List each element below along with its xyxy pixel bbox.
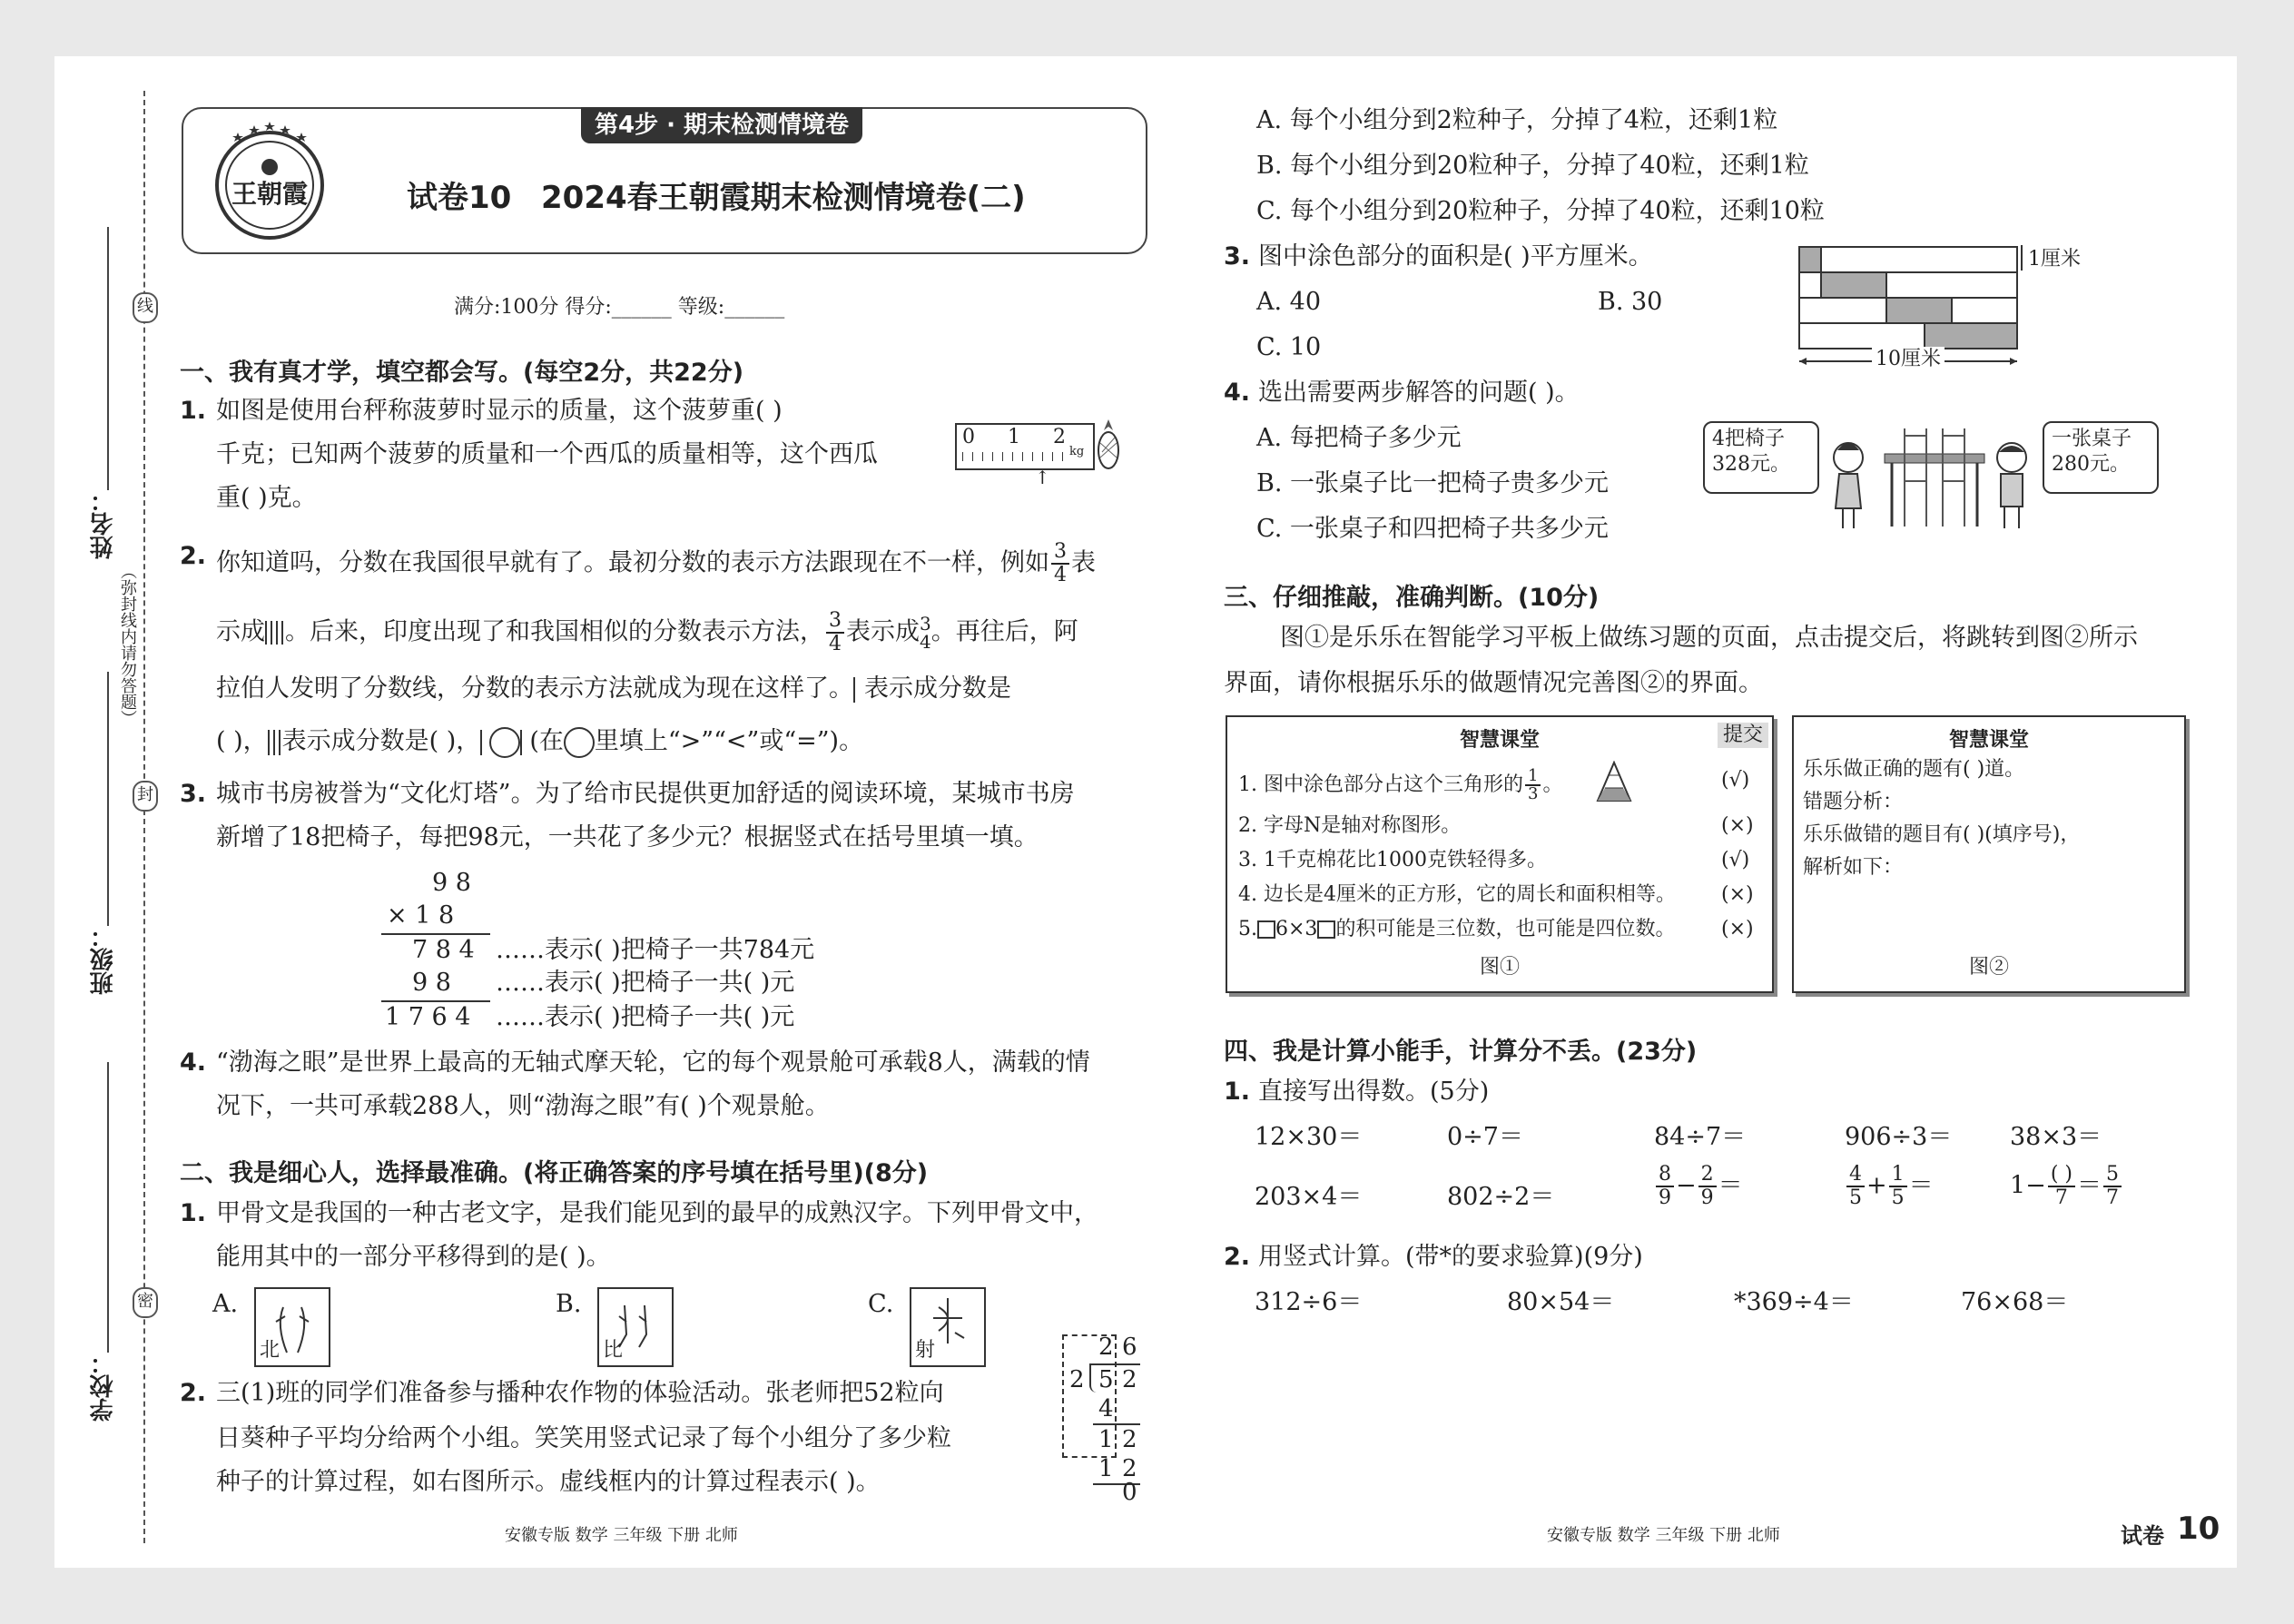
option-a-char: 北 xyxy=(260,1339,281,1362)
panel2-wrong-items[interactable]: 乐乐做错的题目有( )(填序号)， xyxy=(1803,823,2081,846)
s1-q1-line2: 千克；已知两个菠萝的质量和一个西瓜的质量相等，这个西瓜 xyxy=(216,440,878,468)
item1-text: 1. 图中涂色部分占这个三角形的 xyxy=(1238,773,1523,796)
s1-q2-text-j: 里填上“>”“<”或“=”)。 xyxy=(594,727,864,755)
price-bubble-table xyxy=(2043,421,2159,494)
s2-q2-line3: 种子的计算过程，如右图所示。虚线框内的计算过程表示( )。 xyxy=(216,1468,881,1496)
frac-b1 xyxy=(1846,1164,1865,1209)
frac-b2-den: 5 xyxy=(1891,1186,1905,1209)
panel2-caption: 图② xyxy=(1968,956,2009,979)
item4-mark: (×) xyxy=(1721,883,1754,906)
frac-c1-den: 7 xyxy=(2054,1186,2068,1209)
s2-q3-option-b[interactable]: B. 30 xyxy=(1598,288,1663,316)
item-5 xyxy=(1238,917,1675,942)
s1-q4-line1: “渤海之眼”是世界上最高的无轴式摩天轮，它的每个观景舱可承载8人，满载的情 xyxy=(216,1048,1090,1077)
frac-b1-den: 5 xyxy=(1849,1186,1862,1209)
frac-c1-num[interactable]: ( ) xyxy=(2048,1164,2075,1187)
scale-tick-1: 1 xyxy=(1008,426,1020,448)
item1-frac-den: 3 xyxy=(1527,784,1539,803)
frac-a2-num: 2 xyxy=(1698,1164,1717,1187)
item-4: 4. 边长是4厘米的正方形，它的周长和面积相等。 xyxy=(1238,883,1676,906)
square-icon-2 xyxy=(1317,920,1335,939)
s1-q2-line3 xyxy=(216,674,1011,704)
pineapple-icon xyxy=(1095,418,1122,472)
s2-q4-text: 选出需要两步解答的问题( )。 xyxy=(1258,379,1580,407)
item1-fraction xyxy=(1525,768,1541,802)
panel2-error-analysis: 错题分析： xyxy=(1803,791,1904,813)
quotient-tens: 2 xyxy=(1098,1334,1114,1361)
frac-a2 xyxy=(1698,1164,1717,1209)
calc-369div4[interactable]: *369÷4＝ xyxy=(1734,1288,1854,1316)
step2-tens: 1 xyxy=(1098,1426,1114,1453)
fraction-3-4 xyxy=(1051,541,1069,586)
sealed-mark: 密 xyxy=(133,1287,158,1318)
frac-a-op: − xyxy=(1676,1171,1697,1200)
calc-row5-note: ……表示( )把椅子一共( )元 xyxy=(496,1003,795,1031)
indian-num: 3 xyxy=(920,613,931,635)
s1-q2-text-i: (在 xyxy=(529,727,564,755)
s1-q2-text-f: 。再往后，阿 xyxy=(930,617,1078,646)
step2-ones: 2 xyxy=(1122,1426,1137,1453)
option-b-char: 比 xyxy=(603,1339,624,1362)
s1-q1-line1: 如图是使用台秤称菠萝时显示的质量，这个菠萝重( ) xyxy=(216,397,783,425)
s1-q4-line2: 况下，一共可承载288人，则“渤海之眼”有( )个观景舱。 xyxy=(216,1092,830,1120)
item1-text-end: 。 xyxy=(1542,773,1563,796)
scale-display xyxy=(955,423,1095,470)
s2-q2-option-b[interactable]: B. 每个小组分到20粒种子，分掉了40粒，还剩1粒 xyxy=(1256,152,1809,180)
scale-tick-2: 2 xyxy=(1053,426,1066,448)
divisor: 2 xyxy=(1069,1366,1085,1393)
s2-q4-option-a[interactable]: A. 每把椅子多少元 xyxy=(1256,424,1462,452)
dividend-tens: 5 xyxy=(1098,1366,1114,1393)
s1-q2-text-c: 示成 xyxy=(216,617,265,646)
calc-203x4[interactable]: 203×4＝ xyxy=(1255,1183,1363,1211)
scale-tick-0: 0 xyxy=(962,426,975,448)
s1-q2-blank-1[interactable]: ( )， xyxy=(216,727,268,755)
panel2-title: 智慧课堂 xyxy=(1948,729,2029,752)
s1-q2-text-a: 你知道吗，分数在我国很早就有了。最初分数的表示方法跟现在不一样，例如 xyxy=(216,548,1049,577)
frac-a-eq: ＝ xyxy=(1718,1171,1743,1200)
s1-q2-text-g: 拉伯人发明了分数线，分数的表示方法就成为现在这样了。 xyxy=(216,674,853,703)
footer-right: 安徽专版 数学 三年级 下册 北师 xyxy=(1547,1526,1780,1545)
s1-q2-text-d: 。后来，印度出现了和我国相似的分数表示方法， xyxy=(285,617,824,646)
option-b-letter[interactable]: B. xyxy=(556,1290,582,1318)
calc-fraction-c[interactable] xyxy=(2010,1164,2123,1209)
bubble-left-line1: 4把椅子 xyxy=(1712,428,1785,450)
calc-fraction-a[interactable] xyxy=(1654,1164,1743,1209)
square-icon xyxy=(1257,920,1275,939)
rect-width-label: 10厘米 xyxy=(1872,347,1944,372)
shaded-triangle-icon xyxy=(1596,761,1632,802)
rod-numeral-icon-4 xyxy=(480,730,489,755)
footer-paper-label: 试卷 xyxy=(2121,1523,2164,1549)
line-mark: 线 xyxy=(133,292,158,323)
compare-circle[interactable] xyxy=(489,727,520,758)
frac-b-op: + xyxy=(1866,1171,1887,1200)
s1-q2-text-e: 表示成 xyxy=(846,617,920,646)
section2-heading: 二、我是细心人，选择最准确。(将正确答案的序号填在括号里)(8分) xyxy=(180,1159,929,1187)
fraction-den-b: 4 xyxy=(829,633,842,655)
step3-tens: 1 xyxy=(1098,1455,1114,1482)
s1-q2-line1 xyxy=(216,541,1096,586)
frac-a1-num: 8 xyxy=(1656,1164,1674,1187)
calc-84div7[interactable]: 84÷7＝ xyxy=(1654,1123,1747,1151)
oracle-bone-char-b xyxy=(597,1287,674,1367)
s2-q4-option-c[interactable]: C. 一张桌子和四把椅子共多少元 xyxy=(1256,515,1609,543)
circle-icon xyxy=(564,727,595,758)
item3-mark: (√) xyxy=(1721,849,1750,871)
name-field[interactable] xyxy=(107,227,109,490)
item1-frac-num: 1 xyxy=(1525,768,1541,786)
section4-heading: 四、我是计算小能手，计算分不丢。(23分) xyxy=(1224,1038,1698,1066)
calc-312div6[interactable]: 312÷6＝ xyxy=(1255,1288,1363,1316)
score-line: 满分:100分 得分:______ 等级:______ xyxy=(454,296,785,319)
frac-c1 xyxy=(2048,1164,2075,1209)
fraction-num-b: 3 xyxy=(826,610,844,634)
item2-mark: (×) xyxy=(1721,814,1754,837)
s2-q3-number: 3. xyxy=(1224,242,1251,271)
s2-q4-option-b[interactable]: B. 一张桌子比一把椅子贵多少元 xyxy=(1256,469,1610,497)
panel-figure-1 xyxy=(1226,715,1774,993)
calc-76x68[interactable]: 76×68＝ xyxy=(1961,1288,2069,1316)
rect-height-label: 1厘米 xyxy=(2028,248,2081,271)
division-bracket xyxy=(1089,1363,1097,1393)
footer-left: 安徽专版 数学 三年级 下册 北师 xyxy=(505,1526,738,1545)
scale-pointer-icon: ↑ xyxy=(1035,467,1050,488)
item-2: 2. 字母N是轴对称图形。 xyxy=(1238,814,1462,837)
panel2-explanation[interactable]: 解析如下： xyxy=(1803,856,1904,879)
panel-figure-2 xyxy=(1792,715,2186,993)
school-label: 学校： xyxy=(90,1351,117,1422)
s2-q3-text: 图中涂色部分的面积是( )平方厘米。 xyxy=(1258,242,1653,271)
calc-802div2[interactable]: 802÷2＝ xyxy=(1447,1183,1555,1211)
q2-number: 2. xyxy=(180,542,207,570)
rod-numeral-icon-5 xyxy=(520,730,529,755)
quotient-ones: 6 xyxy=(1122,1334,1137,1361)
calc-0div7[interactable]: 0÷7＝ xyxy=(1447,1123,1523,1151)
q3-number: 3. xyxy=(180,780,207,808)
s2-q4-number: 4. xyxy=(1224,379,1251,407)
item-1 xyxy=(1238,768,1562,802)
calc-38x3[interactable]: 38×3＝ xyxy=(2010,1123,2102,1151)
item5-expr: 6×3 xyxy=(1275,918,1318,940)
frac-a1 xyxy=(1656,1164,1674,1209)
s4-q1-title: 直接写出得数。(5分) xyxy=(1258,1078,1490,1106)
item-3: 3. 1千克棉花比1000克铁轻得多。 xyxy=(1238,849,1547,871)
price-bubble-chairs xyxy=(1703,421,1819,494)
footer-paper-number: 10 xyxy=(2177,1511,2220,1547)
seal-mark: 封 xyxy=(133,781,158,812)
s1-q3-line1: 城市书房被誉为“文化灯塔”。为了给市民提供更加舒适的阅读环境，某城市书房 xyxy=(216,780,1075,808)
s2-q2-line1: 三(1)班的同学们准备参与播种农作物的体验活动。张老师把52粒向 xyxy=(216,1379,944,1407)
logo-text: 王朝霞 xyxy=(231,179,308,209)
calc-row4-note: ……表示( )把椅子一共( )元 xyxy=(496,969,795,997)
s2-q2-option-c[interactable]: C. 每个小组分到20粒种子，分掉了40粒，还剩10粒 xyxy=(1256,197,1825,225)
calc-row4: 9 8 xyxy=(412,969,451,997)
q4-number: 4. xyxy=(180,1048,207,1077)
s2-q1-number: 1. xyxy=(180,1199,207,1227)
calc-fraction-b[interactable] xyxy=(1845,1164,1934,1209)
calc-906div3[interactable]: 906÷3＝ xyxy=(1845,1123,1953,1151)
scale-ticks xyxy=(962,452,1064,461)
calc-row3-note: ……表示( )把椅子一共784元 xyxy=(496,936,815,964)
frac-b2 xyxy=(1889,1164,1907,1209)
indian-fraction xyxy=(920,615,931,651)
option-c-letter[interactable]: C. xyxy=(868,1290,894,1318)
calc-row5: 1 7 6 4 xyxy=(385,1003,471,1031)
s2-q3-option-a[interactable]: A. 40 xyxy=(1256,288,1322,316)
frac-b1-num: 4 xyxy=(1846,1164,1865,1187)
rod-numeral-icon-2 xyxy=(853,677,864,703)
s1-q1-line3: 重( )克。 xyxy=(216,484,317,512)
calc-row3: 7 8 4 xyxy=(412,936,475,964)
s2-q1-line2: 能用其中的一部分平移得到的是( )。 xyxy=(216,1243,611,1271)
option-a-letter[interactable]: A. xyxy=(212,1290,239,1318)
name-label: 姓名： xyxy=(90,488,117,559)
paper-title: 2024春王朝霞期末检测情境卷(二) xyxy=(541,180,1026,216)
frac-b2-num: 1 xyxy=(1889,1164,1907,1187)
scale-unit: kg xyxy=(1069,445,1085,458)
dividend-ones: 2 xyxy=(1122,1366,1137,1393)
children-table-chairs-illustration xyxy=(1821,418,2039,536)
bubble-left-line2: 328元。 xyxy=(1712,453,1790,476)
s1-q2-line4 xyxy=(216,726,863,758)
s4-q2-title: 用竖式计算。(带*的要求验算)(9分) xyxy=(1258,1243,1643,1271)
s4-q2-number: 2. xyxy=(1224,1243,1251,1271)
fraction-3-4-b xyxy=(826,610,844,655)
frac-c-pre: 1− xyxy=(2010,1171,2046,1200)
frac-c2-num: 5 xyxy=(2103,1164,2122,1187)
frac-b-eq: ＝ xyxy=(1908,1171,1934,1200)
class-label: 班级： xyxy=(90,924,117,995)
step1-product: 4 xyxy=(1098,1395,1114,1422)
frac-c-eq: ＝ xyxy=(2076,1171,2102,1200)
calc-row1: 9 8 xyxy=(432,869,471,897)
frac-a1-den: 9 xyxy=(1659,1186,1671,1209)
height-marker xyxy=(2021,245,2023,271)
bubble-right-line1: 一张桌子 xyxy=(2052,428,2132,450)
panel1-title: 智慧课堂 xyxy=(1459,729,1540,752)
rod-numeral-icon xyxy=(265,621,285,645)
indian-den: 4 xyxy=(920,631,931,653)
s1-q2-text-b: 表 xyxy=(1071,548,1096,577)
s1-q3-line2: 新增了18把椅子，每把98元，一共花了多少元？根据竖式在括号里填一填。 xyxy=(216,823,1039,851)
s1-q2-text-h: 表示成分数是 xyxy=(864,674,1011,703)
s2-q2-option-a[interactable]: A. 每个小组分到2粒种子，分掉了4粒，还剩1粒 xyxy=(1256,106,1778,134)
s2-q2-number: 2. xyxy=(180,1379,207,1407)
s2-q1-line1: 甲骨文是我国的一种古老文字，是我们能见到的最早的成熟汉字。下列甲骨文中， xyxy=(216,1199,1098,1227)
long-division xyxy=(1060,1331,1142,1506)
panel2-correct-count[interactable]: 乐乐做正确的题有( )道。 xyxy=(1803,758,2025,781)
s1-q2-line2 xyxy=(216,610,1078,655)
calc-row2: × 1 8 xyxy=(387,901,455,930)
s2-q2-line2: 日葵种子平均分给两个小组。笑笑用竖式记录了每个小组分了多少粒 xyxy=(216,1424,951,1452)
s1-q2-blank-2[interactable]: 表示成分数是( )， xyxy=(281,727,481,755)
bubble-right-line2: 280元。 xyxy=(2052,453,2130,476)
calc-12x30[interactable]: 12×30＝ xyxy=(1255,1123,1363,1151)
s3-intro-line1: 图①是乐乐在智能学习平板上做练习题的页面，点击提交后，将跳转到图②所示 xyxy=(1280,624,2138,652)
oracle-bone-char-c xyxy=(910,1287,986,1367)
margin-notice: （弥封线内请勿答题） xyxy=(118,563,137,726)
s4-q1-number: 1. xyxy=(1224,1078,1251,1106)
oracle-bone-char-a xyxy=(254,1287,330,1367)
class-field[interactable] xyxy=(107,672,109,926)
rod-numeral-icon-3 xyxy=(268,730,282,755)
item5-mark: (×) xyxy=(1721,918,1754,940)
item1-mark: (√) xyxy=(1721,769,1750,792)
paper-number: 试卷10 xyxy=(407,180,512,216)
s3-intro-line2: 界面，请你根据乐乐的做题情况完善图②的界面。 xyxy=(1224,669,1763,697)
item5-text: 的积可能是三位数，也可能是四位数。 xyxy=(1335,918,1676,940)
step-banner: 第4步 · 期末检测情境卷 xyxy=(581,107,862,143)
logo xyxy=(202,114,338,245)
frac-c2 xyxy=(2103,1164,2122,1209)
section3-heading: 三、仔细推敲，准确判断。(10分) xyxy=(1224,584,1600,612)
frac-a2-den: 9 xyxy=(1700,1186,1714,1209)
s2-q3-option-c[interactable]: C. 10 xyxy=(1256,333,1322,361)
submit-button[interactable]: 提交 xyxy=(1718,723,1768,748)
frac-c2-den: 7 xyxy=(2105,1186,2119,1209)
fraction-num: 3 xyxy=(1051,541,1069,565)
section1-heading: 一、我有真才学，填空都会写。(每空2分，共22分) xyxy=(180,359,744,387)
q1-number: 1. xyxy=(180,397,207,425)
step3-ones: 2 xyxy=(1122,1455,1137,1482)
option-c-char: 射 xyxy=(915,1339,936,1362)
fraction-den: 4 xyxy=(1054,564,1067,586)
calc-80x54[interactable]: 80×54＝ xyxy=(1507,1288,1615,1316)
item5-num: 5. xyxy=(1238,918,1257,940)
school-field[interactable] xyxy=(107,1062,109,1353)
remainder: 0 xyxy=(1122,1479,1137,1506)
panel1-caption: 图① xyxy=(1479,956,1520,979)
